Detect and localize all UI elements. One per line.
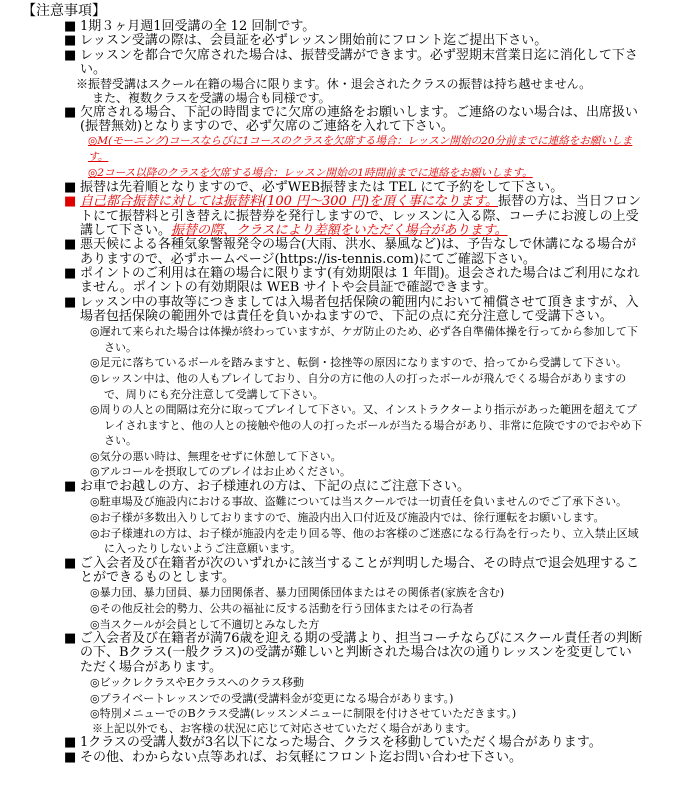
list-item: ■ レッスンを都合で欠席された場合は、振替受講ができます。必ず翌期末営業日迄に消化して下さい。 [64,47,638,77]
sub-item: ◎お子様連れの方は、お子様が施設内を走り回る等、他のお客様のご迷惑になる行為を行ったり、立入禁止区域に入ったりしないようご注意願います。 [90,526,639,556]
red-notice: ◎M(モーニング)コースならびに1コースのクラスを欠席する場合：レッスン開始の20分前までに連絡をお願いします。 [88,135,633,163]
list-item: ■ 自己都合振替に対しては振替料(100 円～300 円)を頂く事になります。振替の方は、当日フロントにて振替料と引き替えに振替券を発行しますので、レッスンに入る際、コーチにお渡しの上受講して下さい。振替の際、クラスにより差額をいただく場合があります。 [64,194,642,239]
bullet-icon: ■ [64,265,77,281]
bullet-icon: ■ [64,237,77,253]
list-item: ■ 1期３ヶ月週1回受講の全 12 回制です。 [64,19,316,34]
list-item: ■ レッスン受講の際は、会員証を必ずレッスン開始前にフロント迄ご提出下さい。 [64,33,548,49]
bullet-icon: ■ [64,294,77,310]
sub-item: ◎アルコールを摂取してのプレイはお止めください。 [90,465,351,479]
sub-item: ◎足元に落ちているボールを踏みますと、転倒・捻挫等の原因になりますので、拾ってから受講して下さい。 [90,356,628,370]
bullet-icon: ■ [64,631,77,647]
note-text: ※上記以外でも、お客様の状況に応じて対応させていただく場合があります。 [92,721,477,735]
sub-item: ◎気分の悪い時は、無理をせずに休憩して下さい。 [90,449,342,463]
red-notice: ◎2コース以降のクラスを欠席する場合：レッスン開始の1時間前までに連絡をお願いします。 [88,166,533,179]
document-title: 【注意事項】 [22,3,106,19]
bullet-icon: ■ [64,19,77,34]
list-item: ■ ご入会者及び在籍者が満76歳を迎える期の受講より、担当コーチならびにスクール責任者の判断の下、Bクラス(一般クラス)の受講が難しいと判断された場合は次の通りレッスンを変更していただく場合があります。 [64,631,643,675]
bullet-icon: ■ [64,33,77,49]
sub-item: ◎プライベートレッスンでの受講(受講料金が変更になる場合があります。) [90,691,454,705]
bullet-icon: ■ [64,555,77,571]
list-item: ■ 1クラスの受講人数が3名以下になった場合、クラスを移動していただく場合があります。 [64,735,602,751]
sub-item: ◎お子様が多数出入りしておりますので、施設内出入口付近及び施設内では、徐行運転をお願いします。 [90,510,605,524]
bullet-icon: ■ [64,104,77,120]
bullet-icon: ■ [64,180,77,196]
sub-item: ◎特別メニューでのBクラス受講(レッスンメニューに制限を付けさせていただきます。) [90,707,517,721]
list-item: ■ ポイントのご利用は在籍の場合に限ります(有効期限は 1 年間)。退会された場合はご利用になれません。ポイントの有効期限は WEB サイトや会員証で確認できます。 [64,265,640,296]
list-item: ■ その他、わからない点等あれば、お気軽にフロント迄お問い合わせ下さい。 [64,749,523,765]
sub-item: ◎ビックレクラスやEクラスへのクラス移動 [90,676,304,689]
red-notice: 自己都合振替に対しては振替料(100 円～300 円)を頂く事になります。 [80,194,498,210]
note-text: ※振替受講はスクール在籍の場合に限ります。休・退会されたクラスの振替は持ち越せません。 また、複数クラスを受講の場合も同様です。 [76,77,592,106]
sub-item: ◎レッスン中は、他の人もプレイしており、自分の方に他の人の打ったボールが飛んでくる場合がありますので、周りにも充分注意して受講して下さい。 [90,371,627,401]
list-item: ■ ご入会者及び在籍者が次のいずれかに該当することが判明した場合、その時点で退会処理することができるものとします。 [64,555,640,586]
list-item: ■ 振替は先着順となりますので、必ずWEB振替または TEL にて予約をして下さい。 [64,180,564,196]
sub-item: ◎当スクールが会員として不適切とみなした方 [90,617,320,631]
bullet-icon: ■ [64,194,77,210]
bullet-icon: ■ [64,735,77,751]
sub-item: ◎遅れて来られた場合は体操が終わっていますが、ケガ防止のため、必ず各自準備体操を行ってから参加して下さい。 [90,325,638,354]
sub-item: ◎暴力団、暴力団員、暴力団関係者、暴力団関係団体またはその関係者(家族を含む) [90,586,505,600]
list-item: ■ 悪天候による各種気象警報発令の場合(大雨、洪水、暴風など)は、予告なしで休講になる場合がありますので、必ずホームページ(https://is-tennis.com)にてご確認下さい。 [64,237,637,267]
bullet-icon: ■ [64,47,77,63]
bullet-icon: ■ [64,479,77,495]
sub-item: ◎駐車場及び施設内における事故、盗難については当スクールでは一切責任を負いませんのでご了承下さい。 [90,495,628,509]
list-item: ■ レッスン中の事故等につきましては入場者包括保険の範囲内において補償させて頂きますが、入場者包括保険の範囲外では責任を負いかねますので、下記の点に充分注意して受講下さい。 [64,294,639,324]
red-notice: 振替の際、クラスにより差額をいただく場合があります。 [171,223,508,239]
list-item: ■ 欠席される場合、下記の時間までに欠席の連絡をお願いします。ご連絡のない場合は、出席扱い(振替無効)となりますので、必ず欠席のご連絡を入れて下さい。 [64,104,638,135]
bullet-icon: ■ [64,749,77,765]
list-item: ■ お車でお越しの方、お子様連れの方は、下記の点にご注意下さい。 [64,479,471,495]
sub-item: ◎その他反社会的勢力、公共の福祉に反する活動を行う団体またはその行為者 [90,601,474,615]
sub-item: ◎周りの人との間隔は充分に取ってプレイして下さい。又、インストラクターより指示があった範囲を超えてプレイされますと、他の人との接触や他の人の打ったボールが当たる場合があり、非常に危険ですのでおやめ下さい。 [90,403,643,448]
